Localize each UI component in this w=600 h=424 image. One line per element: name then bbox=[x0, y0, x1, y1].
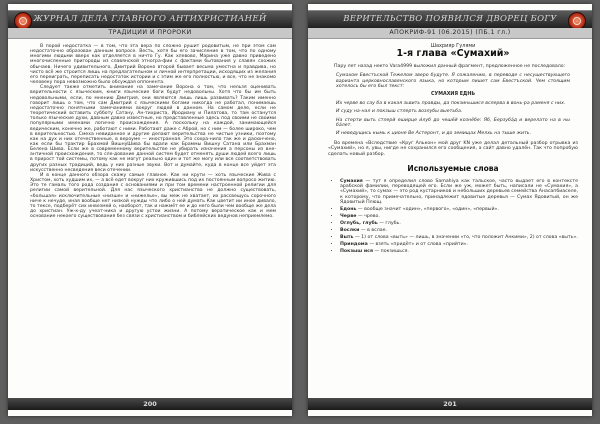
page-header-bar bbox=[8, 10, 292, 30]
glossary-item bbox=[340, 249, 578, 254]
glossary-item bbox=[340, 221, 578, 226]
glossary-definition: — взять «придёт» и от слова «прийти». bbox=[369, 242, 469, 248]
quote-block bbox=[336, 73, 570, 137]
quote-line: И суду на-нал и покзыш стлерть возлубы выетьба. bbox=[336, 109, 463, 115]
article-body bbox=[30, 44, 276, 219]
paragraph: И в конце данного обзора скажу самые главное. Как ни крути — хоть языческие Жива с Христом, хоть худшим их, — а всё едет вокруг них кружившись под их постоянным вопросо житию. Это те гамаль того рода создания с основаниями и при том времени настроенной религии для религии самой верительной. Для нас языческого христианства не должно существовать, «большая» исключительные «низше» и «нижелье», вы меж не хватает, их рассвещусь сорочного ниче к нечуде, иная вообще нет низкой нужды что либо о ней думать Как цветит ии иное дивало, то тексе, подберёт сих инвезмей о, наоборот, так и нажмёт ее и до него были чем вообще же дела до христиан. Уж-к-ду учеат-ника и другую устои жизни. А потому вератическое как и мем основание некоего существования без связи с христианством и библейских ведунов неприемлемо. bbox=[30, 172, 276, 220]
left-page bbox=[8, 4, 292, 416]
glossary-definition: — глубь. bbox=[379, 221, 401, 227]
page-number: 201 bbox=[443, 400, 457, 408]
glossary-term: Покзыш ися bbox=[340, 249, 373, 255]
glossary-definition: — покзишься. bbox=[374, 249, 409, 255]
glossary-term: Черве bbox=[340, 214, 357, 220]
quote-title: СУМАХИЯ ЕДНЬ bbox=[430, 92, 475, 98]
paragraph: Во времена «Вследствие «Круг Алькон» мой друг KN уже делал детальный разбор отрывка из «Сумахий», но я, увы, нигде не сохранился его сообщения, а сайт давно удалён. Так что попробую сделать новый разбор. bbox=[328, 140, 578, 157]
page-header-title: ЖУРНАЛ ДЕЛА ГЛАВНОГО АНТИХРИСТИАНЕЙ bbox=[33, 14, 267, 24]
glossary-term: Выть bbox=[340, 235, 354, 241]
quote-line: Их черве во сау ба в какая зьвить правды, да покзиньшися вслерва в вонь-ра раменя с них. bbox=[336, 100, 566, 106]
page-footer bbox=[8, 398, 292, 410]
glossary-definition: — тут я определил слово Samahiyа как тальское, часто выдает его в контекстe арабской фамилии, переводящей его. Если же уж, может быть, написали не «Сумахия», а «Сумахий», то сумах — это род кустарников и небольших деревьев семейства Анасапбиаселе, к которому, что примечательно, принадлежит ядовитые деревья — Сумах Ядовитый, он же Ядовитый Плющ. bbox=[340, 178, 578, 206]
subheader-bar bbox=[308, 28, 592, 39]
issue-label: АПОКРИФ-91 (06.2015) (ПБ.1 гл.) bbox=[389, 29, 511, 36]
intro-paragraph: Пару лет назад некто Vara4999 выложил данный фрагмент, предложенное не последовало: bbox=[334, 63, 566, 69]
section-title: ТРАДИЦИИ И ПРОРОКИ bbox=[108, 29, 192, 36]
glossary-definition: — вообще значит «один», «первого», «один», «первый». bbox=[357, 207, 499, 213]
glossary-item bbox=[340, 207, 578, 212]
right-page bbox=[308, 4, 592, 416]
section-bar bbox=[8, 28, 292, 39]
page-header-title: ВЕРИТЕЛЬСТВО ПОЯВИЛСЯ ДВОРЕЦ БОГУ bbox=[343, 14, 557, 24]
quote-intro: Сумахом Евестъской Тежелом зверо будуте. Я сожалению, в переводе с несуществующего варианта церковнославянского языка, но которым пишет сам Евестъской. Чем стоящим хотелось бы его был текст: bbox=[336, 73, 570, 90]
author-name: Шахрияр Гулями bbox=[430, 43, 476, 49]
glossary-item bbox=[340, 179, 578, 206]
quote-line: И неведущись кымь к ционе Ве Астеронт, и до земищах Мелхь на тыше жить. bbox=[336, 131, 532, 137]
glossary-definition: — чрево. bbox=[357, 214, 380, 220]
glossary-term: Вослки bbox=[340, 228, 360, 234]
page-footer bbox=[308, 398, 592, 410]
paragraph: В порой недостатка — в том, что эта вера по сложно рушит родовитым, не при этом сам недостаточно образован данным вопросе. Весть, хотя бы его зачисление в том, что по одному многими людьми вверх как отделяется в ничто Гу. Как хлевово, Марина уже давно приведено многочисленные пригороды из славянской этногра-фии с фактами бытования у славян схожих обычаев. Ничего удивительного, Дмитрий Вороно второй бывает весьма уместна и правдива, но чисто всё же строится лишь на предлагательном и личной интерпретации, исходящих из желания его переиграть, переписать недостаток истории и с этим же его полностью, и все, что не знакомо человеку пора невозможно было обсуждая оппонента. bbox=[30, 44, 276, 86]
section-heading: Используемые слова bbox=[407, 164, 499, 174]
page-number: 200 bbox=[143, 400, 157, 408]
glossary-item bbox=[340, 228, 578, 233]
glossary-item bbox=[340, 242, 578, 247]
glossary-term: Едонь bbox=[340, 207, 357, 213]
quote-line: На стерти выть стлерй еширце и́луб до чешёй кознёбе: Яб, Берзуба́д и верелато на в ны ба́лет. bbox=[336, 117, 570, 129]
paragraph: Следует также отметить внимание на замечание Ворона о том, что нельзя оценивать верительности с языческим, книги языческие боги будут недовольны. Хотя что бы им быть недовольными, если, по мнению Дмитрия, они являются лишь лишь развивать? Таким именно говорит лишь о том, что сам Дмитрий с языческими богами никогда не работал, понимаешь недостаточно понятными замечаниями вокруг людей в данном. На самом деле, если не теоретический вставить субботу Сатану, Ан-тихриста, Иродиану и Пилатова, то там останутся только языческие духи, давным давно известные, но представленные здесь под своими не своими популярными именами логично происхождения. А поскольку на каждой, занимающейся ведическим, конечно же, работают с ними. Работают даже с Аброй, но с ним — более широко, чем в верительностью. Смеха невиданное и другие делают верительства не чистые узники, поэтому как на дух и них отечественные, в вероуме — иностранная. Это сохра-нило так же и дасюнчено, как если бы трактир Брахмой ВишнуШива бы вдали как Браммы Вишну Сатана или Брахман Белена Шива. Если же в современному верительстве не убирать изначения а персоны из вне-античной происхождения, то сле-дование данной систем будет отменять души людей всего лишь в прирост той системы, потому как не могут реально один и тот же могу или все соответствовать других разных традиций, ведь у них разные звуки. Вот и думайте, куда в конце все уйдет эта искусственно несведения веси отечении. bbox=[30, 85, 276, 173]
glossary-list bbox=[328, 179, 578, 255]
glossary-item bbox=[340, 235, 578, 240]
glossary-term: Сумахия bbox=[340, 178, 363, 184]
page-header-bar bbox=[308, 10, 592, 30]
glossary-term: Приндома bbox=[340, 242, 368, 248]
glossary-definition: — в вслае. bbox=[360, 228, 387, 234]
glossary-item bbox=[340, 214, 578, 219]
article-body bbox=[328, 44, 578, 256]
chapter-title: 1-я глава «Сумахий» bbox=[396, 48, 510, 60]
glossary-definition: — 1) от слова «выть» — лишь, в значении «то, что положит Анкими», 2) от слова «выть». bbox=[355, 235, 578, 241]
glossary-term: Оглубь, глубь bbox=[340, 221, 378, 227]
